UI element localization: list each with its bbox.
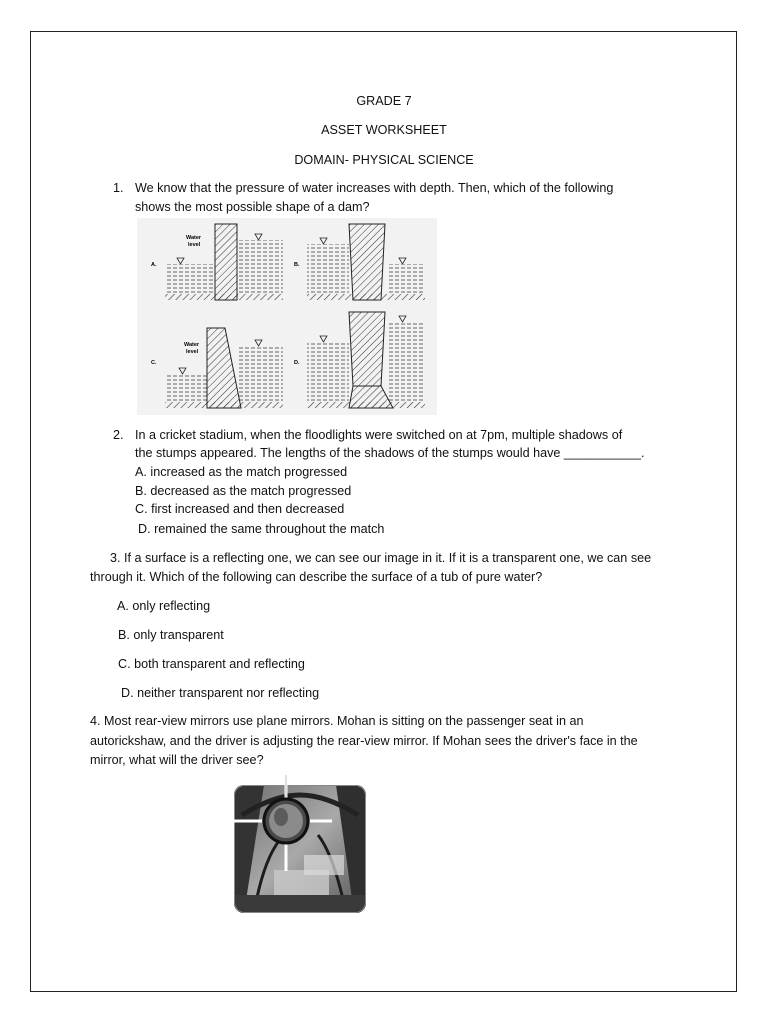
q1-text-line1: We know that the pressure of water increases with depth. Then, which of the following — [135, 181, 614, 195]
svg-text:Water: Water — [186, 235, 202, 241]
q4-text-line1: 4. Most rear-view mirrors use plane mirrors. Mohan is sitting on the passenger seat in an — [90, 714, 584, 728]
q3-option-a[interactable]: A. only reflecting — [117, 599, 211, 613]
rear-view-mirror-icon — [234, 775, 366, 913]
q4-text-line2: autorickshaw, and the driver is adjusting the rear-view mirror. If Mohan sees the driver's face in the — [90, 734, 638, 748]
q3-option-b[interactable]: B. only transparent — [118, 628, 224, 642]
svg-text:level: level — [186, 349, 199, 355]
svg-text:Water: Water — [184, 342, 200, 348]
grade-heading: GRADE 7 — [356, 94, 412, 108]
q3-text-line1: 3. If a surface is a reflecting one, we can see our image in it. If it is a transparent one, we can see — [110, 551, 652, 565]
q2-option-b[interactable]: B. decreased as the match progressed — [135, 484, 352, 498]
svg-text:D.: D. — [294, 360, 300, 366]
q4-text-line3: mirror, what will the driver see? — [90, 753, 264, 767]
q3-text-line2: through it. Which of the following can describe the surface of a tub of pure water? — [90, 570, 543, 584]
svg-text:A.: A. — [151, 262, 157, 268]
q2-option-d[interactable]: D. remained the same throughout the match — [138, 522, 385, 536]
svg-text:C.: C. — [151, 360, 157, 366]
q2-option-c[interactable]: C. first increased and then decreased — [135, 502, 345, 516]
q2-option-a[interactable]: A. increased as the match progressed — [135, 465, 348, 479]
q3-option-c[interactable]: C. both transparent and reflecting — [118, 657, 305, 671]
svg-text:B.: B. — [294, 262, 300, 268]
q1-number: 1. — [113, 181, 124, 195]
q2-number: 2. — [113, 428, 124, 442]
svg-text:level: level — [188, 242, 201, 248]
q2-text-line2: the stumps appeared. The lengths of the shadows of the stumps would have ___________. — [135, 446, 645, 460]
q1-text-line2: shows the most possible shape of a dam? — [135, 200, 370, 214]
worksheet-title: ASSET WORKSHEET — [321, 123, 447, 137]
q3-option-d[interactable]: D. neither transparent nor reflecting — [121, 686, 320, 700]
dam-diagram-icon — [137, 218, 437, 415]
q2-text-line1: In a cricket stadium, when the floodlights were switched on at 7pm, multiple shadows of — [135, 428, 623, 442]
domain-heading: DOMAIN- PHYSICAL SCIENCE — [294, 153, 474, 167]
